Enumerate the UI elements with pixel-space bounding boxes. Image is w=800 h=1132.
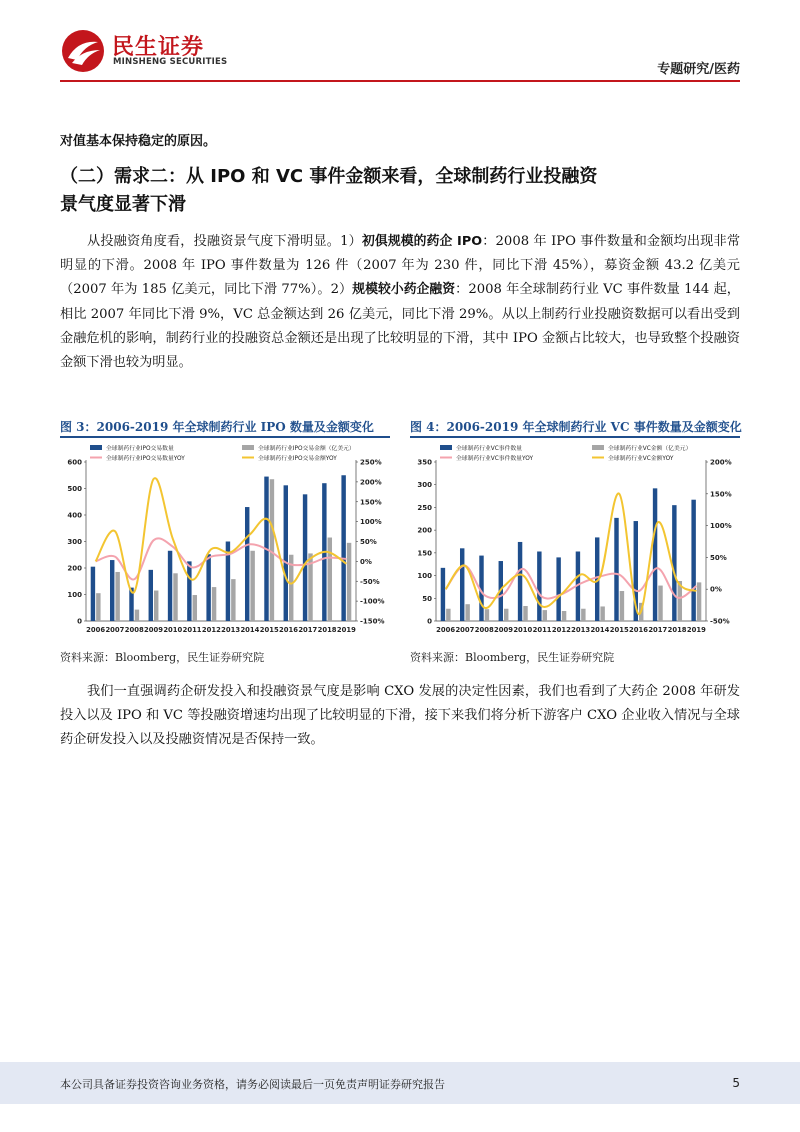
y-tick-label-left: 150 bbox=[417, 549, 432, 558]
footer-disclaimer: 本公司具备证券投资咨询业务资格，请务必阅读最后一页免责声明证券研究报告 bbox=[60, 1078, 445, 1091]
para1-bold-1: 初俱规模的药企 IPO bbox=[361, 234, 483, 249]
x-tick-label: 2015 bbox=[609, 626, 629, 634]
bar bbox=[504, 609, 508, 621]
bar bbox=[110, 560, 114, 621]
legend-swatch bbox=[242, 445, 254, 450]
y-tick-label-left: 400 bbox=[67, 511, 82, 520]
x-tick-label: 2014 bbox=[590, 626, 610, 634]
legend-swatch bbox=[440, 445, 452, 450]
y-tick-label-left: 300 bbox=[417, 481, 432, 490]
bar bbox=[245, 507, 249, 621]
bar bbox=[465, 604, 469, 621]
figure-4-source: 资料来源：Bloomberg，民生证券研究院 bbox=[410, 651, 615, 664]
bar bbox=[485, 609, 489, 621]
bar bbox=[441, 568, 445, 621]
section-title-line1: （二）需求二：从 IPO 和 VC 事件金额来看，全球制药行业投融资 bbox=[60, 166, 598, 187]
x-tick-label: 2018 bbox=[317, 626, 337, 634]
legend-label: 全球制药行业IPO交易数量YOY bbox=[106, 456, 185, 462]
bar bbox=[556, 557, 560, 621]
bar bbox=[212, 587, 216, 621]
bar bbox=[697, 582, 701, 621]
figure-3-source: 资料来源：Bloomberg，民生证券研究院 bbox=[60, 651, 265, 664]
bar bbox=[347, 543, 351, 621]
y-tick-label-right: 100% bbox=[360, 518, 382, 527]
x-tick-label: 2011 bbox=[182, 626, 202, 634]
y-tick-label-left: 200 bbox=[67, 564, 82, 573]
legend-swatch bbox=[90, 445, 102, 450]
x-tick-label: 2010 bbox=[513, 626, 533, 634]
figure-4-chart bbox=[410, 440, 740, 640]
x-tick-label: 2007 bbox=[455, 626, 475, 634]
bar bbox=[537, 551, 541, 621]
y-tick-label-right: -100% bbox=[360, 597, 385, 606]
x-tick-label: 2017 bbox=[298, 626, 318, 634]
y-tick-label-left: 200 bbox=[417, 526, 432, 535]
y-tick-label-right: 200% bbox=[710, 458, 732, 467]
y-tick-label-right: -150% bbox=[360, 617, 385, 626]
section-title bbox=[60, 163, 750, 219]
y-tick-label-right: -50% bbox=[360, 577, 380, 586]
bar bbox=[562, 611, 566, 621]
y-tick-label-left: 300 bbox=[67, 538, 82, 546]
y-tick-label-left: 100 bbox=[67, 591, 82, 599]
bar bbox=[303, 494, 307, 621]
bar bbox=[620, 591, 624, 621]
bar bbox=[658, 586, 662, 621]
x-tick-label: 2013 bbox=[571, 626, 591, 634]
para1-bold-2: 规模较小药企融资 bbox=[352, 282, 456, 298]
x-tick-label: 2016 bbox=[629, 626, 648, 634]
x-tick-label: 2016 bbox=[279, 626, 298, 634]
y-tick-label-right: 100% bbox=[710, 522, 732, 531]
figure-3-chart bbox=[60, 440, 390, 640]
x-tick-label: 2019 bbox=[336, 626, 356, 634]
y-tick-label-right: 150% bbox=[360, 498, 382, 507]
figure-3-title: 图 3：2006-2019 年全球制药行业 IPO 数量及金额变化 bbox=[60, 420, 374, 434]
header-divider bbox=[60, 80, 740, 82]
x-tick-label: 2008 bbox=[124, 626, 144, 634]
page-number: 5 bbox=[732, 1076, 740, 1090]
y-tick-label-left: 600 bbox=[67, 458, 82, 467]
para1-text-2: ：2008 年 IPO 事件数量和金额均出现非常明显的下滑。2008 年 IPO 事件数量为 126 件（2007 年为 230 件，同比下滑 45%），募资金额 43.2 亿美元（2007 年为 185 亿美元，同比下滑 77%）。2） bbox=[60, 234, 741, 298]
logo-chinese-name: 民生证券 bbox=[112, 35, 205, 60]
y-tick-label-right: 200% bbox=[360, 478, 382, 487]
bar bbox=[600, 606, 604, 621]
x-tick-label: 2014 bbox=[240, 626, 260, 634]
x-tick-label: 2009 bbox=[494, 626, 513, 634]
x-tick-label: 2015 bbox=[259, 626, 279, 634]
bar bbox=[460, 548, 464, 621]
logo-mark-icon bbox=[60, 28, 106, 74]
y-tick-label-left: 0 bbox=[427, 617, 432, 626]
bar bbox=[91, 567, 95, 621]
body-paragraph-2: 我们一直强调药企研发投入和投融资景气度是影响 CXO 发展的决定性因素，我们也看到了大药企 2008 年研发投入以及 IPO 和 VC 等投融资增速均出现了比较明显的下滑，接下来我们将分析下游客户 CXO 企业收入情况与全球药企研发投入以及投融资情况是否保持一致。 bbox=[60, 684, 740, 748]
bar bbox=[96, 593, 100, 621]
legend-label: 全球制药行业IPO交易金额YOY bbox=[258, 456, 337, 462]
y-tick-label-right: 50% bbox=[710, 553, 727, 562]
bar bbox=[523, 606, 527, 621]
para1-text-1: 从投融资角度看，投融资景气度下滑明显。1） bbox=[87, 234, 362, 249]
x-tick-label: 2007 bbox=[105, 626, 125, 634]
bar bbox=[284, 485, 288, 621]
bar bbox=[173, 573, 177, 621]
lead-sentence: 对值基本保持稳定的原因。 bbox=[60, 134, 217, 149]
bar bbox=[193, 595, 197, 621]
y-tick-label-left: 0 bbox=[77, 617, 82, 626]
bar bbox=[154, 591, 158, 621]
y-tick-label-right: 0% bbox=[710, 585, 722, 594]
y-tick-label-left: 250 bbox=[417, 503, 432, 512]
figure-4-title: 图 4：2006-2019 年全球制药行业 VC 事件数量及金额变化 bbox=[410, 420, 742, 434]
bar bbox=[691, 500, 695, 621]
bar bbox=[446, 609, 450, 621]
bar bbox=[581, 609, 585, 621]
section-title-line2: 景气度显著下滑 bbox=[60, 194, 186, 215]
y-tick-label-right: 50% bbox=[360, 538, 377, 546]
bar bbox=[135, 610, 139, 621]
legend-label: 全球制药行业IPO交易数量 bbox=[106, 446, 174, 452]
bar bbox=[187, 561, 191, 621]
x-tick-label: 2011 bbox=[532, 626, 552, 634]
legend-swatch bbox=[592, 445, 604, 450]
legend-label: 全球制药行业VC金额YOY bbox=[608, 456, 674, 462]
bar bbox=[231, 579, 235, 621]
bar bbox=[653, 488, 657, 621]
bar bbox=[614, 518, 618, 621]
x-tick-label: 2017 bbox=[648, 626, 668, 634]
legend-label: 全球制药行业IPO交易金额（亿美元） bbox=[258, 446, 355, 452]
x-tick-label: 2013 bbox=[221, 626, 241, 634]
bar bbox=[149, 570, 153, 621]
x-tick-label: 2019 bbox=[686, 626, 706, 634]
bar bbox=[328, 538, 332, 621]
logo-english-name: MINSHENG SECURITIES bbox=[113, 57, 228, 67]
bar bbox=[518, 542, 522, 621]
y-tick-label-right: 0% bbox=[360, 557, 372, 566]
para1-text-3: ：2008 年全球制药行业 VC 事件数量 144 起，相比 2007 年同比下滑 9%，VC 总金额达到 26 亿美元，同比下滑 29%。从以上制药行业投融资数据可以看出受到金融危机的影响，制药行业的投融资总金额还是出现了比较明显的下滑，其中 IPO 金额占比较大，也导致整个投融资金额下滑也较为明显。 bbox=[60, 282, 740, 371]
y-tick-label-left: 100 bbox=[417, 572, 432, 581]
x-tick-label: 2018 bbox=[667, 626, 687, 634]
legend-label: 全球制药行业VC事件数量 bbox=[456, 446, 522, 452]
bar bbox=[672, 505, 676, 621]
y-tick-label-right: 250% bbox=[360, 458, 382, 467]
figure-3-rule bbox=[60, 436, 390, 438]
figure-4-rule bbox=[410, 436, 740, 438]
x-tick-label: 2010 bbox=[163, 626, 183, 634]
body-paragraph-1 bbox=[60, 230, 740, 375]
legend-label: 全球制药行业VC金额（亿美元） bbox=[608, 446, 692, 452]
report-category: 专题研究/医药 bbox=[657, 62, 740, 77]
x-tick-label: 2009 bbox=[144, 626, 163, 634]
company-logo bbox=[60, 28, 230, 74]
y-tick-label-left: 350 bbox=[417, 458, 432, 467]
y-tick-label-left: 500 bbox=[67, 485, 82, 493]
x-tick-label: 2012 bbox=[201, 626, 221, 634]
bar bbox=[250, 551, 254, 621]
bar bbox=[270, 479, 274, 621]
bar bbox=[168, 551, 172, 621]
x-tick-label: 2012 bbox=[551, 626, 571, 634]
bar bbox=[206, 554, 210, 621]
bar bbox=[341, 475, 345, 621]
bar bbox=[115, 572, 119, 621]
x-tick-label: 2006 bbox=[436, 626, 456, 634]
y-tick-label-left: 50 bbox=[422, 594, 432, 603]
x-tick-label: 2006 bbox=[86, 626, 106, 634]
bar bbox=[543, 610, 547, 621]
y-tick-label-right: 150% bbox=[710, 490, 732, 499]
x-tick-label: 2008 bbox=[474, 626, 494, 634]
y-tick-label-right: -50% bbox=[710, 617, 730, 626]
legend-label: 全球制药行业VC事件数量YOY bbox=[456, 456, 533, 462]
